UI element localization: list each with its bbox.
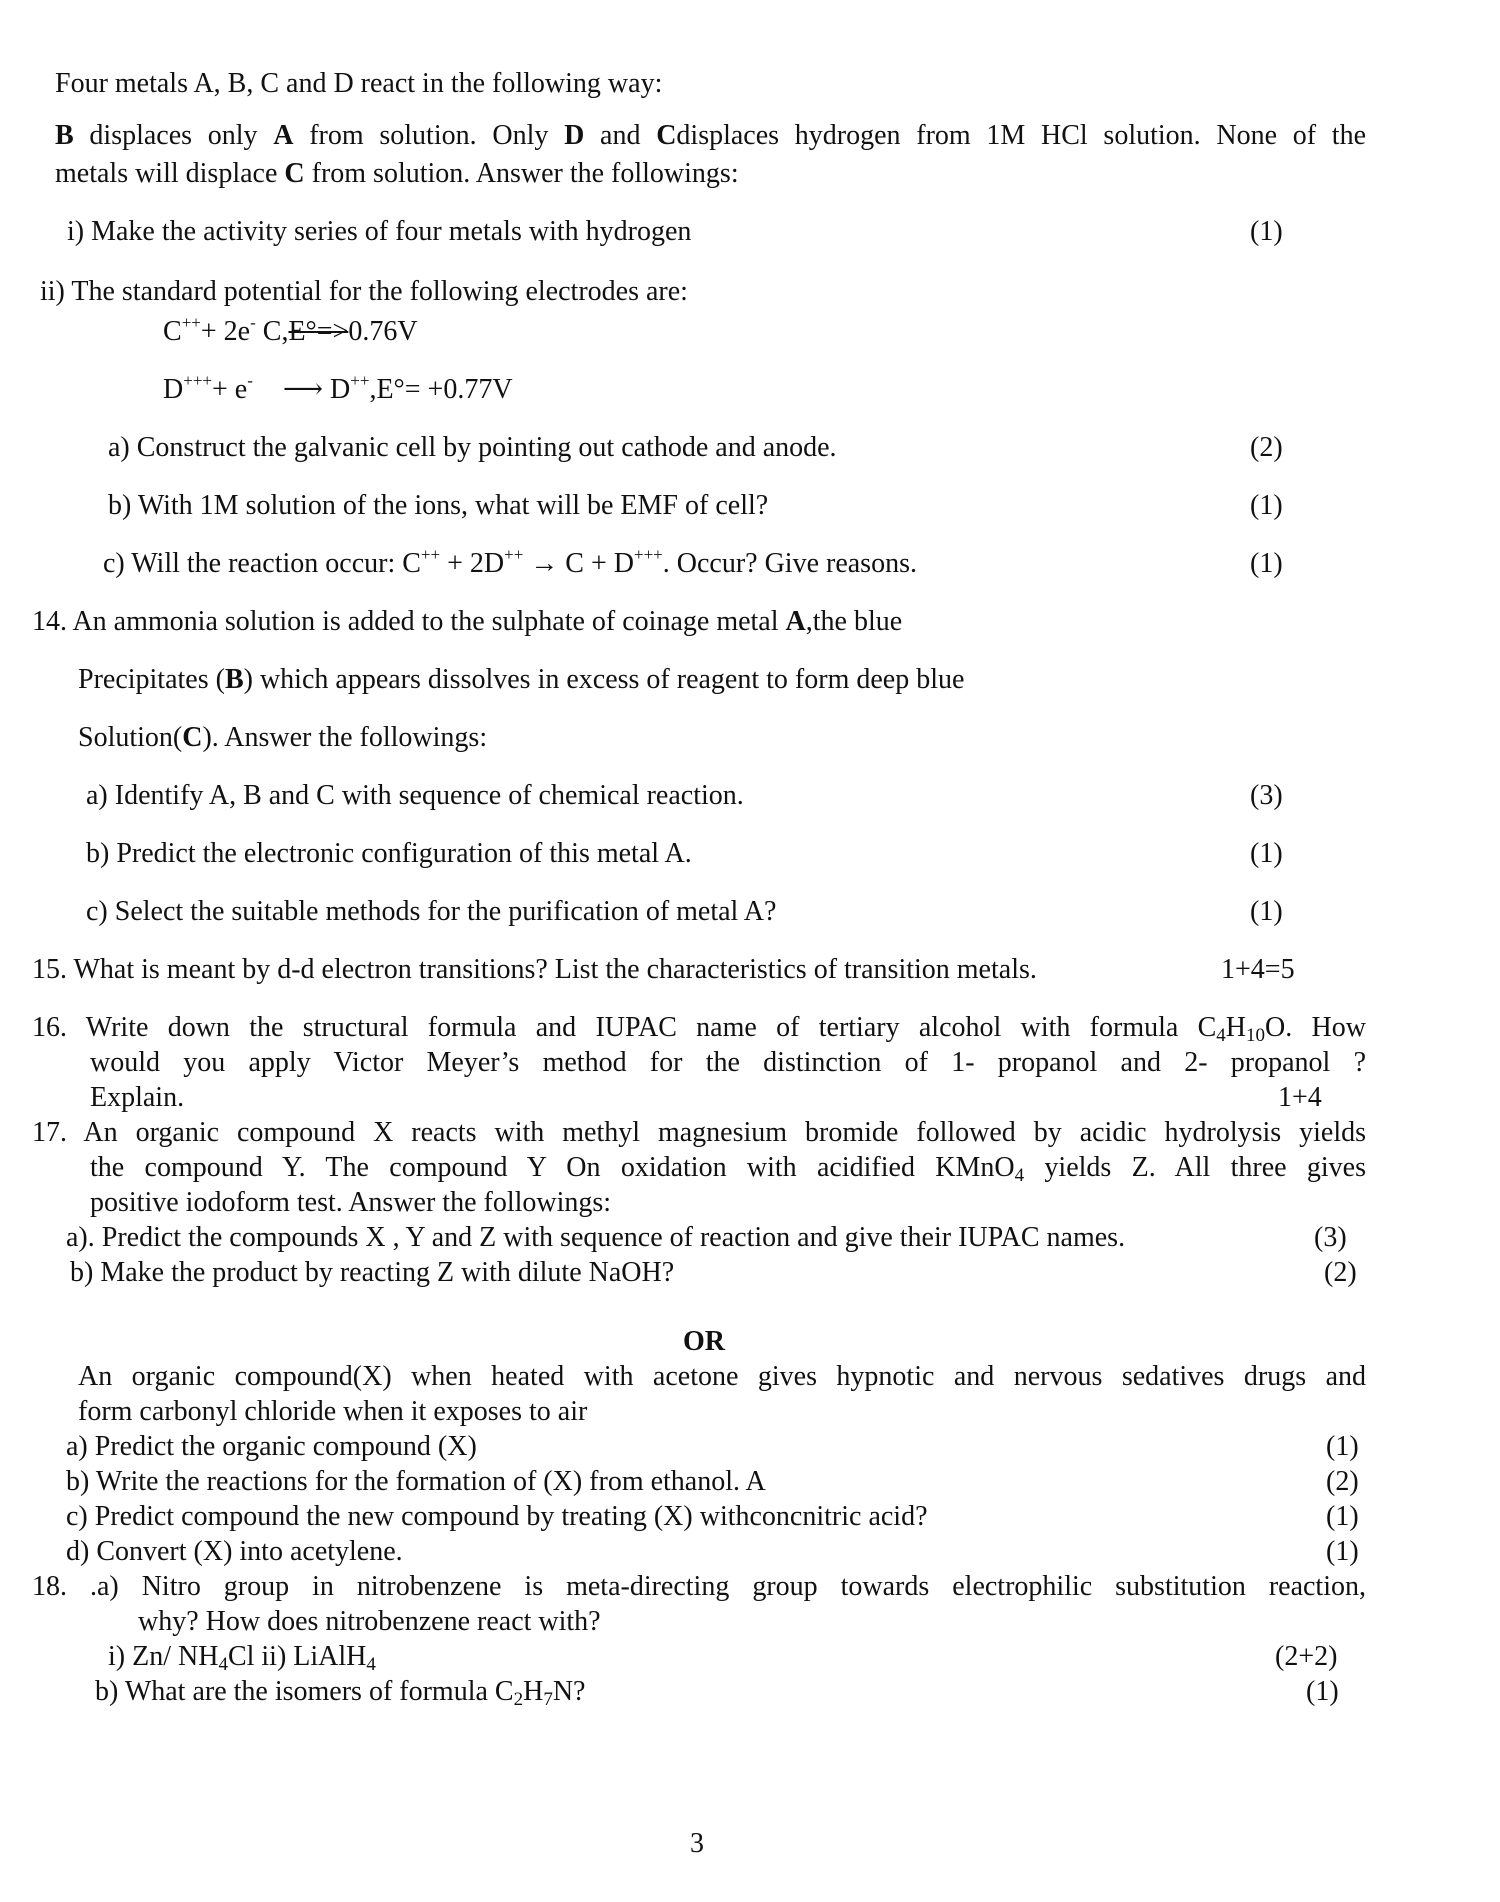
q17-alt-a-text: a) Predict the organic compound (X) (66, 1431, 477, 1462)
q17-line-1: 17. An organic compound X reacts with methyl magnesium bromide followed by acidic hydrolysis yields (32, 1117, 1366, 1148)
q16-line-1: 16. Write down the structural formula and IUPAC name of tertiary alcohol with formula $C_4H_{10}O$. How (32, 1012, 1366, 1046)
q13-c-marks: (1) (1250, 548, 1283, 579)
q18-line-2: why? How does nitrobenzene react with? (138, 1606, 601, 1637)
q17-alt-line-1: An organic compound(X) when heated with acetone gives hypnotic and nervous sedatives drugs and (78, 1361, 1366, 1392)
q18-reagents: i) Zn/ $NH_4Cl$ ii) LiAlH$_4$ (108, 1641, 376, 1675)
q14-line-2: Precipitates (B) which appears dissolves in excess of reagent to form deep blue (78, 664, 965, 695)
q16-marks: 1+4 (1278, 1082, 1322, 1113)
intro-line-3: metals will displace C from solution. Answer the followings: (55, 158, 739, 189)
q17-alt-b-text: b) Write the reactions for the formation of (X) from ethanol. A (66, 1466, 766, 1497)
q13-a-text: a) Construct the galvanic cell by pointing out cathode and anode. (108, 432, 837, 463)
q14-b-text: b) Predict the electronic configuration of this metal A. (86, 838, 692, 869)
q13-equation-1: C+++ 2e- C,E°=>0.76V (163, 313, 418, 347)
q16-line-2: would you apply Victor Meyer’s method for the distinction of 1- propanol and 2- propanol ? (90, 1047, 1366, 1078)
q13-b-text: b) With 1M solution of the ions, what will be EMF of cell? (108, 490, 769, 521)
q14-a-marks: (3) (1250, 780, 1283, 811)
or-divider: OR (683, 1326, 725, 1357)
q17-line-2: the compound Y. The compound Y On oxidation with acidified KMnO$_4$ yields Z. All three gives (90, 1152, 1366, 1186)
q15-marks: 1+4=5 (1221, 954, 1295, 985)
q13-c-text: c) Will the reaction occur: C++ + 2D++ → C + D+++. Occur? Give reasons. (103, 545, 917, 579)
q18-line-1: 18. .a) Nitro group in nitrobenzene is meta-directing group towards electrophilic substitution reaction, (32, 1571, 1366, 1602)
q18-b-marks: (1) (1306, 1676, 1339, 1707)
q17-alt-b-marks: (2) (1326, 1466, 1359, 1497)
q17-alt-a-marks: (1) (1326, 1431, 1359, 1462)
q13-a-marks: (2) (1250, 432, 1283, 463)
q14-line-3: Solution(C). Answer the followings: (78, 722, 488, 753)
page-number: 3 (690, 1828, 704, 1859)
reaction-arrow-icon: ⟶ (282, 374, 324, 405)
q17-alt-c-text: c) Predict compound the new compound by treating (X) withconcnitric acid? (66, 1501, 928, 1532)
q17-line-3: positive iodoform test. Answer the followings: (90, 1187, 612, 1218)
q17-a-marks: (3) (1314, 1222, 1347, 1253)
q13-i-marks: (1) (1250, 216, 1283, 247)
q13-ii-text: ii) The standard potential for the following electrodes are: (40, 276, 688, 307)
q14-c-text: c) Select the suitable methods for the purification of metal A? (86, 896, 777, 927)
q13-i-text: i) Make the activity series of four metals with hydrogen (67, 216, 692, 247)
q15-text: 15. What is meant by d-d electron transitions? List the characteristics of transition metals. (32, 954, 1037, 985)
q14-c-marks: (1) (1250, 896, 1283, 927)
q13-equation-2: D++++ e- ⟶ D++,E°= +0.77V (163, 371, 513, 405)
q17-alt-d-text: d) Convert (X) into acetylene. (66, 1536, 403, 1567)
q14-line-1: 14. An ammonia solution is added to the sulphate of coinage metal A,the blue (32, 606, 903, 637)
q18-a-marks: (2+2) (1275, 1641, 1338, 1672)
q17-alt-c-marks: (1) (1326, 1501, 1359, 1532)
q17-alt-d-marks: (1) (1326, 1536, 1359, 1567)
intro-line-2: B displaces only A from solution. Only D and Cdisplaces hydrogen from 1M HCl solution. None of the (55, 120, 1366, 151)
q13-b-marks: (1) (1250, 490, 1283, 521)
q17-b-marks: (2) (1324, 1257, 1357, 1288)
q17-alt-line-2: form carbonyl chloride when it exposes to air (78, 1396, 588, 1427)
intro-line-1: Four metals A, B, C and D react in the following way: (55, 68, 663, 99)
q18-b-text: b) What are the isomers of formula $C_2H_7N$? (95, 1676, 586, 1710)
q14-a-text: a) Identify A, B and C with sequence of chemical reaction. (86, 780, 744, 811)
q17-b-text: b) Make the product by reacting Z with dilute NaOH? (70, 1257, 675, 1288)
q14-b-marks: (1) (1250, 838, 1283, 869)
q16-line-3: Explain. (90, 1082, 185, 1113)
q17-a-text: a). Predict the compounds X , Y and Z with sequence of reaction and give their IUPAC names. (66, 1222, 1126, 1253)
